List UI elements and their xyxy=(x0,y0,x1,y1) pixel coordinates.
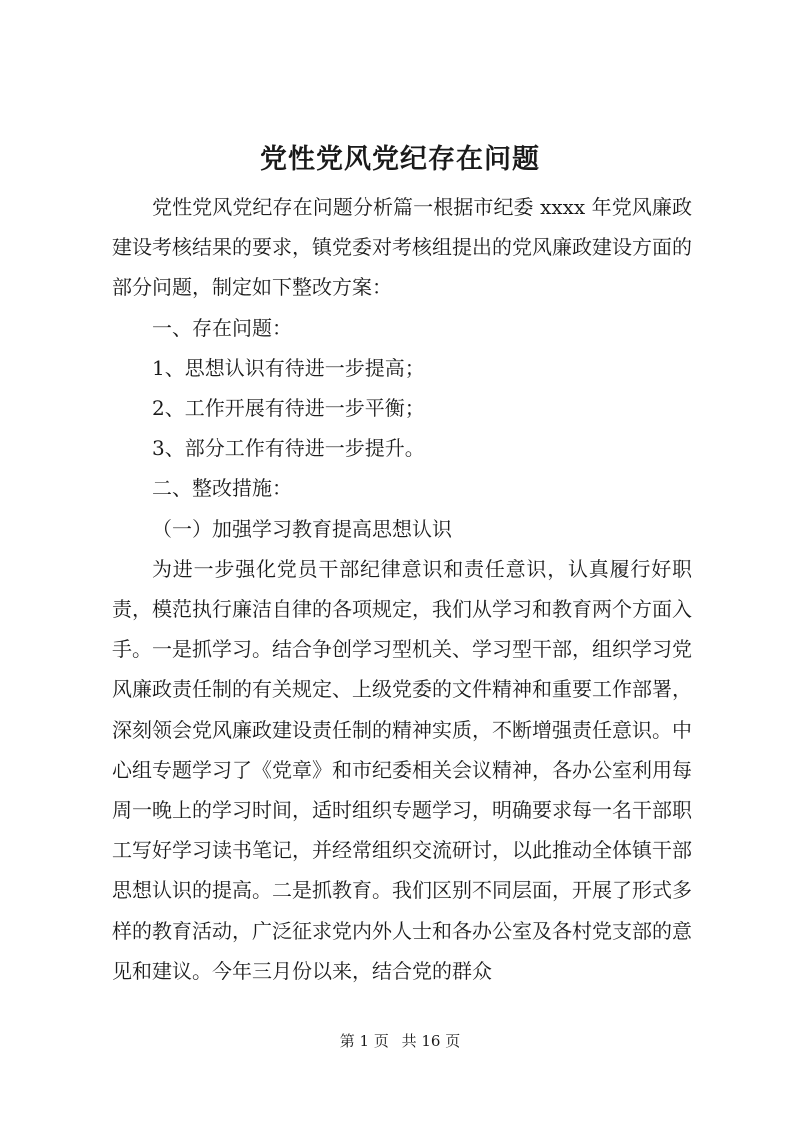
intro-paragraph: 党性党风党纪存在问题分析篇一根据市纪委 xxxx 年党风廉政建设考核结果的要求，镇党委对考核组提出的党风廉政建设方面的部分问题，制定如下整改方案： xyxy=(112,195,692,300)
section-heading-measures: 二、整改措施： xyxy=(152,476,292,501)
body-paragraph: 为进一步强化党员干部纪律意识和责任意识，认真履行好职责，模范执行廉洁自律的各项规定，我们从学习和教育两个方面入手。一是抓学习。结合争创学习型机关、学习型干部，组织学习党风廉政责任制的有关规定、上级党委的文件精神和重要工作部署，深刻领会党风廉政建设责任制的精神实质，不断增强责任意识。中心组专题学习了《党章》和市纪委相关会议精神，各办公室利用每周一晚上的学习时间，适时组织专题学习，明确要求每一名干部职工写好学习读书笔记，并经常组织交流研讨，以此推动全体镇干部思想认识的提高。二是抓教育。我们区别不同层面，开展了形式多样的教育活动，广泛征求党内外人士和各办公室及各村党支部的意见和建议。今年三月份以来，结合党的群众 xyxy=(112,556,692,983)
page-number: 第 1 页 xyxy=(339,1032,389,1050)
section-heading-problems: 一、存在问题： xyxy=(152,315,292,340)
problem-item: 1、思想认识有待进一步提高； xyxy=(152,355,425,380)
problem-item: 3、部分工作有待进一步提升。 xyxy=(152,436,425,461)
document-title: 党性党风党纪存在问题 xyxy=(260,144,540,175)
page-total: 共 16 页 xyxy=(401,1032,461,1050)
document-body xyxy=(112,187,692,991)
subsection-heading: （一）加强学习教育提高思想认识 xyxy=(152,516,452,541)
page-footer xyxy=(0,1031,800,1051)
problem-item: 2、工作开展有待进一步平衡； xyxy=(152,396,425,421)
